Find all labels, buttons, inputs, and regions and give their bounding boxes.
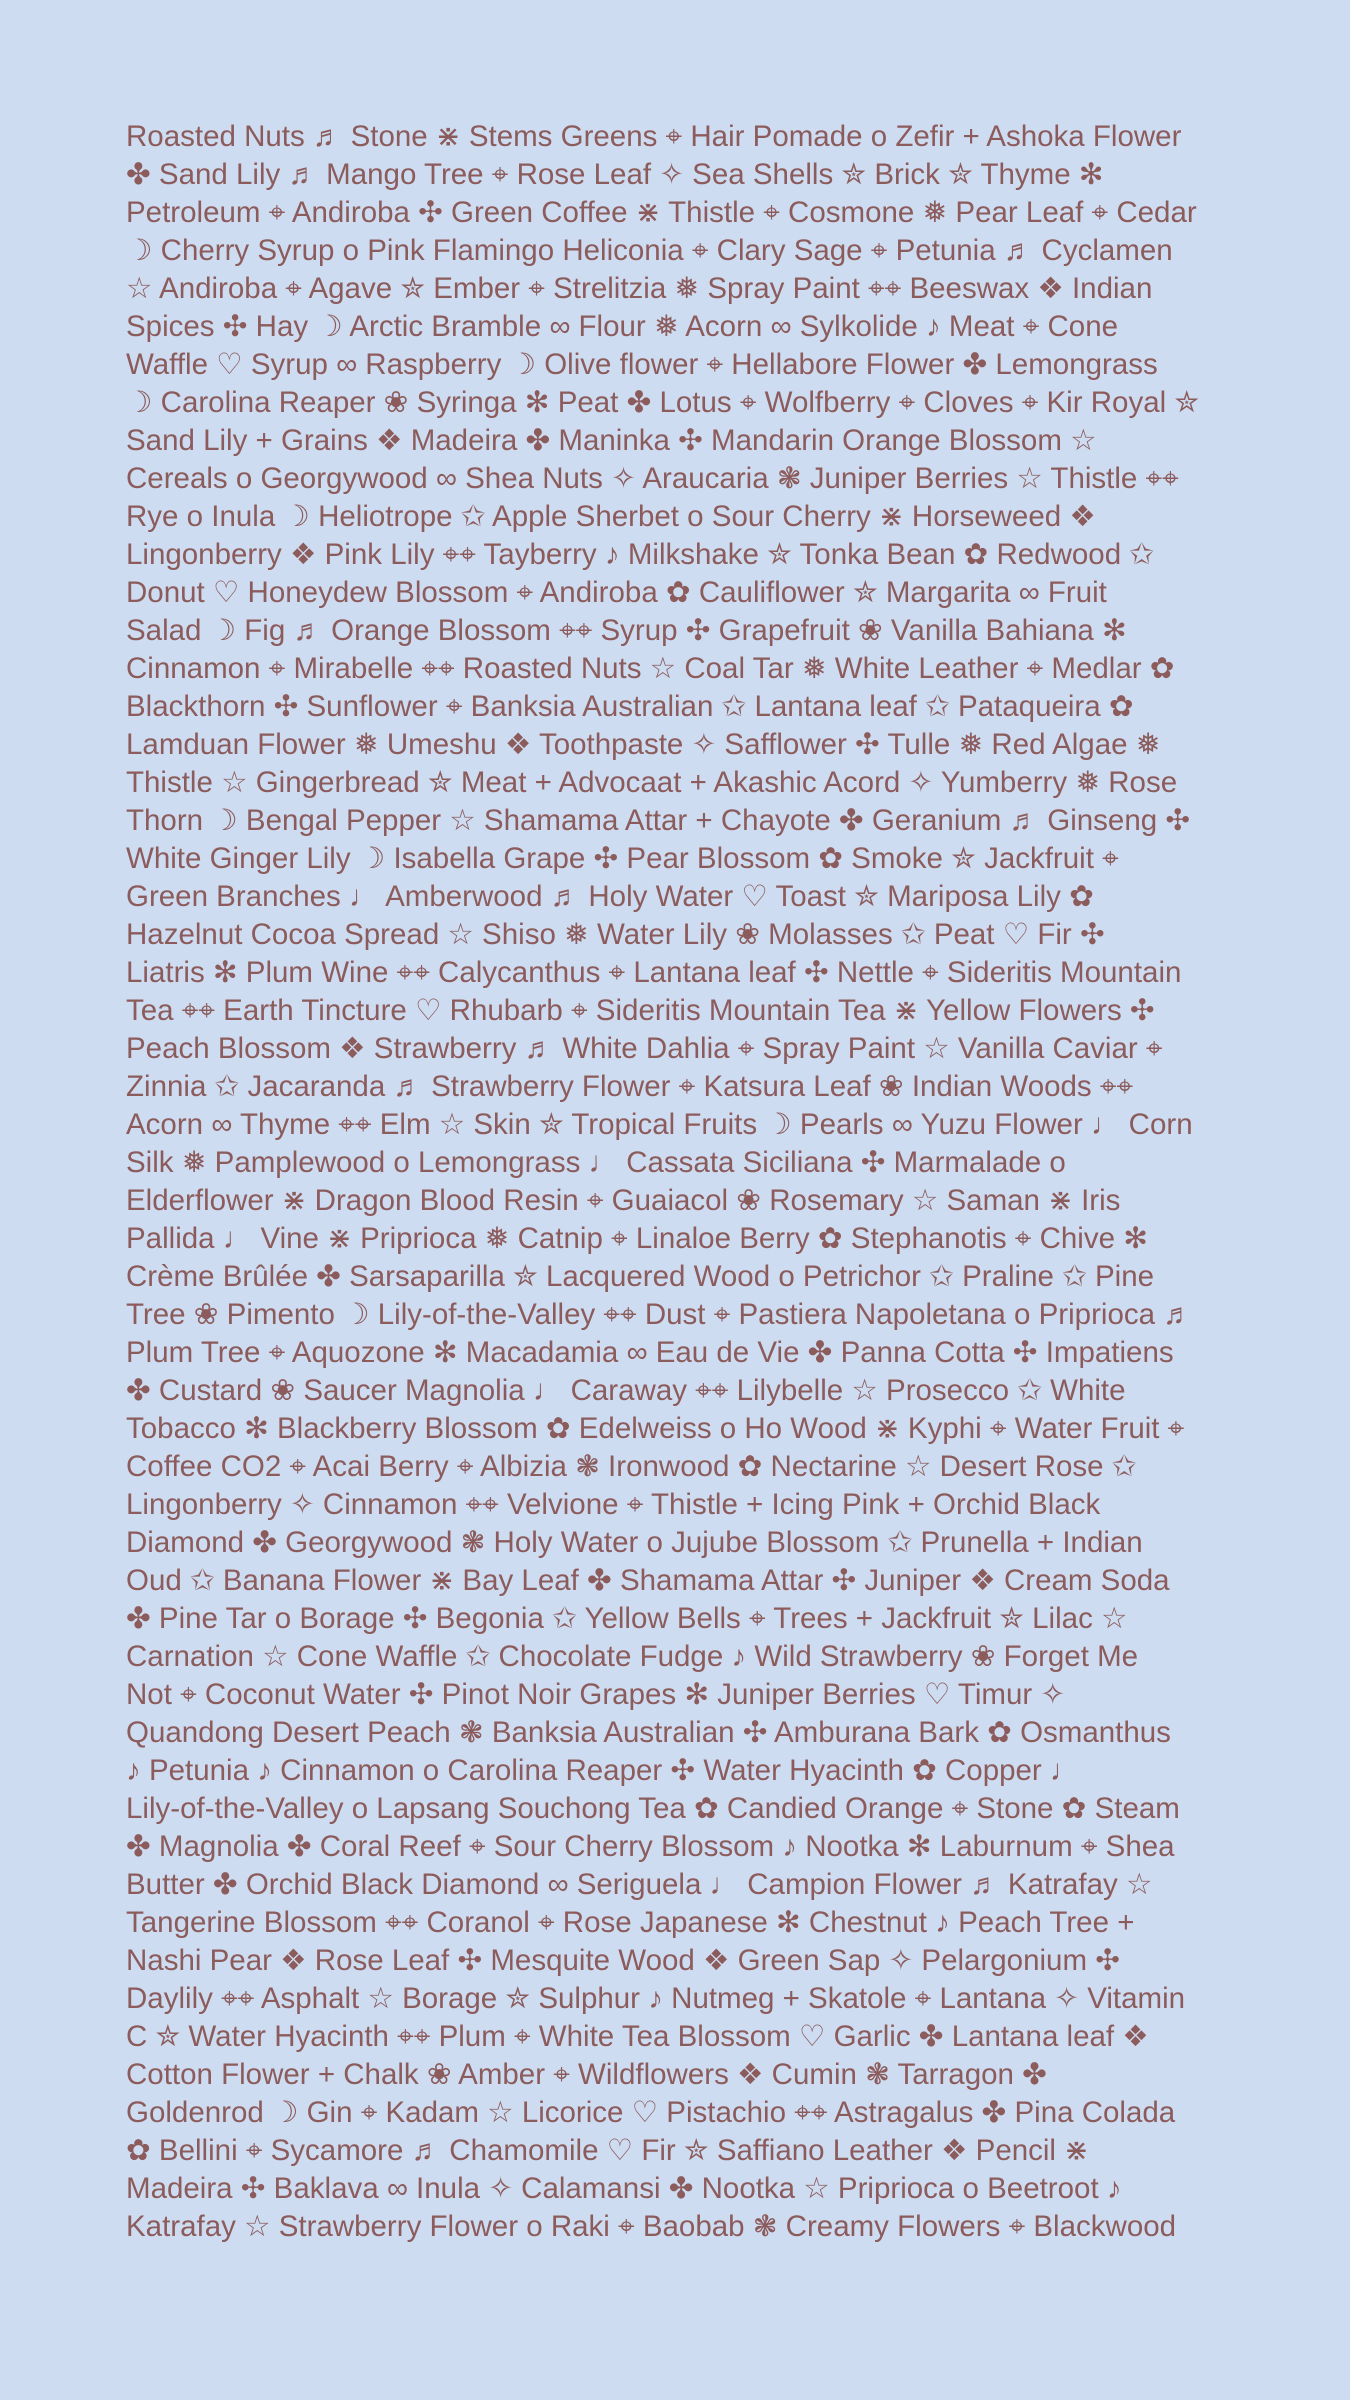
text-line: Acorn ∞ Thyme ⌖⌖ Elm ☆ Skin ✮ Tropical Fruits ☽ Pearls ∞ Yuzu Flower ♩ Corn [126, 1108, 1193, 1141]
text-line: Blackthorn ✣ Sunflower ⌖ Banksia Australian ✩ Lantana leaf ✩ Pataqueira ✿ [126, 690, 1134, 723]
text-line: Madeira ✣ Baklava ∞ Inula ✧ Calamansi ✤ Nootka ☆ Priprioca o Beetroot ♪ [126, 2172, 1122, 2205]
text-line: Nashi Pear ❖ Rose Leaf ✣ Mesquite Wood ❖ Green Sap ✧ Pelargonium ✣ [126, 1944, 1120, 1977]
text-line: ✤ Magnolia ✤ Coral Reef ⌖ Sour Cherry Blossom ♪ Nootka ✻ Laburnum ⌖ Shea [126, 1830, 1175, 1863]
text-line: Sand Lily + Grains ❖ Madeira ✤ Maninka ✣ Mandarin Orange Blossom ☆ [126, 424, 1097, 457]
text-line: ✿ Bellini ⌖ Sycamore ♬ Chamomile ♡ Fir ✮ Saffiano Leather ❖ Pencil ⋇ [126, 2134, 1089, 2167]
text-line: ☆ Andiroba ⌖ Agave ✮ Ember ⌖ Strelitzia ❅ Spray Paint ⌖⌖ Beeswax ❖ Indian [126, 272, 1153, 305]
text-line: ☽ Cherry Syrup o Pink Flamingo Heliconia ⌖ Clary Sage ⌖ Petunia ♬ Cyclamen [126, 234, 1173, 267]
text-line: Cinnamon ⌖ Mirabelle ⌖⌖ Roasted Nuts ☆ Coal Tar ❅ White Leather ⌖ Medlar ✿ [126, 652, 1175, 685]
text-line: Quandong Desert Peach ❃ Banksia Australian ✣ Amburana Bark ✿ Osmanthus [126, 1716, 1171, 1749]
text-line: C ✮ Water Hyacinth ⌖⌖ Plum ⌖ White Tea Blossom ♡ Garlic ✤ Lantana leaf ❖ [126, 2020, 1149, 2053]
text-line: Coffee CO2 ⌖ Acai Berry ⌖ Albizia ❃ Ironwood ✿ Nectarine ☆ Desert Rose ✩ [126, 1450, 1137, 1483]
text-line: Tobacco ✻ Blackberry Blossom ✿ Edelweiss o Ho Wood ⋇ Kyphi ⌖ Water Fruit ⌖ [126, 1412, 1185, 1445]
text-line: Spices ✣ Hay ☽ Arctic Bramble ∞ Flour ❅ Acorn ∞ Sylkolide ♪ Meat ⌖ Cone [126, 310, 1119, 343]
text-line: ✤ Pine Tar o Borage ✣ Begonia ✩ Yellow Bells ⌖ Trees + Jackfruit ✮ Lilac ☆ [126, 1602, 1128, 1635]
text-line: Lingonberry ❖ Pink Lily ⌖⌖ Tayberry ♪ Milkshake ✮ Tonka Bean ✿ Redwood ✩ [126, 538, 1155, 571]
text-line: White Ginger Lily ☽ Isabella Grape ✣ Pear Blossom ✿ Smoke ✮ Jackfruit ⌖ [126, 842, 1119, 875]
text-line: Not ⌖ Coconut Water ✣ Pinot Noir Grapes ✻ Juniper Berries ♡ Timur ✧ [126, 1678, 1066, 1711]
text-line: Thistle ☆ Gingerbread ✮ Meat + Advocaat + Akashic Acord ✧ Yumberry ❅ Rose [126, 766, 1178, 799]
text-line: Petroleum ⌖ Andiroba ✣ Green Coffee ⋇ Thistle ⌖ Cosmone ❅ Pear Leaf ⌖ Cedar [126, 196, 1197, 229]
text-line: ✤ Custard ❀ Saucer Magnolia ♩ Caraway ⌖⌖ Lilybelle ☆ Prosecco ✩ White [126, 1374, 1126, 1407]
text-line: Waffle ♡ Syrup ∞ Raspberry ☽ Olive flower ⌖ Hellabore Flower ✤ Lemongrass [126, 348, 1158, 381]
text-line: ☽ Carolina Reaper ❀ Syringa ✻ Peat ✤ Lotus ⌖ Wolfberry ⌖ Cloves ⌖ Kir Royal ✮ [126, 386, 1200, 419]
text-line: Daylily ⌖⌖ Asphalt ☆ Borage ✮ Sulphur ♪ Nutmeg + Skatole ⌖ Lantana ✧ Vitamin [126, 1982, 1186, 2015]
text-line: Silk ❅ Pamplewood o Lemongrass ♩ Cassata Siciliana ✣ Marmalade o [126, 1146, 1066, 1179]
text-line: Lily-of-the-Valley o Lapsang Souchong Tea ✿ Candied Orange ⌖ Stone ✿ Steam [126, 1792, 1180, 1825]
text-line: Plum Tree ⌖ Aquozone ✻ Macadamia ∞ Eau de Vie ✤ Panna Cotta ✣ Impatiens [126, 1336, 1174, 1369]
text-line: Lamduan Flower ❅ Umeshu ❖ Toothpaste ✧ Safflower ✣ Tulle ❅ Red Algae ❅ [126, 728, 1161, 761]
text-line: Salad ☽ Fig ♬ Orange Blossom ⌖⌖ Syrup ✣ Grapefruit ❀ Vanilla Bahiana ✻ [126, 614, 1127, 647]
text-line: Crème Brûlée ✤ Sarsaparilla ✮ Lacquered Wood o Petrichor ✩ Praline ✩ Pine [126, 1260, 1155, 1293]
text-line: ♪ Petunia ♪ Cinnamon o Carolina Reaper ✣ Water Hyacinth ✿ Copper ♩ [126, 1754, 1080, 1787]
text-block [126, 118, 1226, 2246]
text-line: Donut ♡ Honeydew Blossom ⌖ Andiroba ✿ Cauliflower ✮ Margarita ∞ Fruit [126, 576, 1107, 609]
text-line: Thorn ☽ Bengal Pepper ☆ Shamama Attar + Chayote ✤ Geranium ♬ Ginseng ✣ [126, 804, 1191, 837]
text-line: Diamond ✤ Georgywood ❃ Holy Water o Jujube Blossom ✩ Prunella + Indian [126, 1526, 1143, 1559]
text-line: Tea ⌖⌖ Earth Tincture ♡ Rhubarb ⌖ Sideritis Mountain Tea ⋇ Yellow Flowers ✣ [126, 994, 1155, 1027]
text-line: Lingonberry ✧ Cinnamon ⌖⌖ Velvione ⌖ Thistle + Icing Pink + Orchid Black [126, 1488, 1101, 1521]
text-line: Cotton Flower + Chalk ❀ Amber ⌖ Wildflowers ❖ Cumin ❃ Tarragon ✤ [126, 2058, 1047, 2091]
text-line: Oud ✩ Banana Flower ⋇ Bay Leaf ✤ Shamama Attar ✣ Juniper ❖ Cream Soda [126, 1564, 1170, 1597]
text-line: Roasted Nuts ♬ Stone ⋇ Stems Greens ⌖ Hair Pomade o Zefir + Ashoka Flower [126, 120, 1182, 153]
text-line: Carnation ☆ Cone Waffle ✩ Chocolate Fudge ♪ Wild Strawberry ❀ Forget Me [126, 1640, 1139, 1673]
text-line: Liatris ✻ Plum Wine ⌖⌖ Calycanthus ⌖ Lantana leaf ✣ Nettle ⌖ Sideritis Mountain [126, 956, 1182, 989]
text-line: Pallida ♩ Vine ⋇ Priprioca ❅ Catnip ⌖ Linaloe Berry ✿ Stephanotis ⌖ Chive ✻ [126, 1222, 1148, 1255]
text-line: Peach Blossom ❖ Strawberry ♬ White Dahlia ⌖ Spray Paint ☆ Vanilla Caviar ⌖ [126, 1032, 1163, 1065]
text-line: ✤ Sand Lily ♬ Mango Tree ⌖ Rose Leaf ✧ Sea Shells ✮ Brick ✮ Thyme ✻ [126, 158, 1104, 191]
text-line: Katrafay ☆ Strawberry Flower o Raki ⌖ Baobab ❃ Creamy Flowers ⌖ Blackwood [126, 2210, 1177, 2243]
text-line: Rye o Inula ☽ Heliotrope ✩ Apple Sherbet o Sour Cherry ⋇ Horseweed ❖ [126, 500, 1096, 533]
text-line: Green Branches ♩ Amberwood ♬ Holy Water ♡ Toast ✮ Mariposa Lily ✿ [126, 880, 1094, 913]
text-line: Goldenrod ☽ Gin ⌖ Kadam ☆ Licorice ♡ Pistachio ⌖⌖ Astragalus ✤ Pina Colada [126, 2096, 1176, 2129]
text-line: Tangerine Blossom ⌖⌖ Coranol ⌖ Rose Japanese ✻ Chestnut ♪ Peach Tree + [126, 1906, 1135, 1939]
text-line: Cereals o Georgywood ∞ Shea Nuts ✧ Araucaria ❃ Juniper Berries ☆ Thistle ⌖⌖ [126, 462, 1179, 495]
text-line: Elderflower ⋇ Dragon Blood Resin ⌖ Guaiacol ❀ Rosemary ☆ Saman ⋇ Iris [126, 1184, 1121, 1217]
text-line: Tree ❀ Pimento ☽ Lily-of-the-Valley ⌖⌖ Dust ⌖ Pastiera Napoletana o Priprioca ♬ [126, 1298, 1193, 1331]
text-line: Hazelnut Cocoa Spread ☆ Shiso ❅ Water Lily ❀ Molasses ✩ Peat ♡ Fir ✣ [126, 918, 1105, 951]
text-line: Butter ✤ Orchid Black Diamond ∞ Seriguela ♩ Campion Flower ♬ Katrafay ☆ [126, 1868, 1153, 1901]
text-line: Zinnia ✩ Jacaranda ♬ Strawberry Flower ⌖ Katsura Leaf ❀ Indian Woods ⌖⌖ [126, 1070, 1134, 1103]
